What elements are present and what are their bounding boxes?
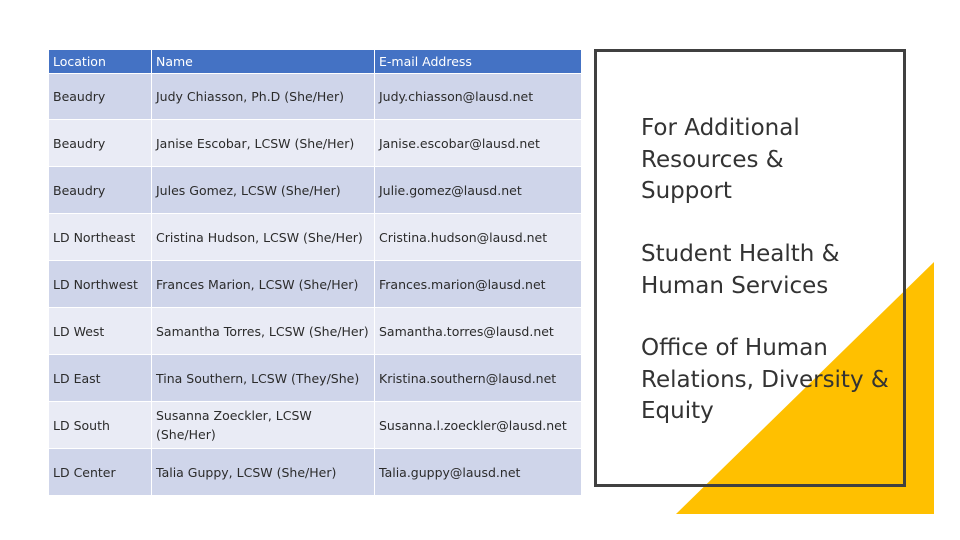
cell-location: LD Center xyxy=(49,449,152,496)
cell-location: Beaudry xyxy=(49,74,152,120)
shhs-label: Student Health & Human Services xyxy=(641,241,840,299)
resources-heading: For Additional Resources & Support xyxy=(641,115,800,204)
cell-name: Jules Gomez, LCSW (She/Her) xyxy=(152,167,375,214)
table-row xyxy=(49,355,582,402)
cell-name: Janise Escobar, LCSW (She/Her) xyxy=(152,120,375,167)
header-location: Location xyxy=(49,50,152,74)
cell-name: Judy Chiasson, Ph.D (She/Her) xyxy=(152,74,375,120)
table-row xyxy=(49,74,582,120)
contacts-table xyxy=(48,49,582,496)
cell-name: Cristina Hudson, LCSW (She/Her) xyxy=(152,214,375,261)
cell-location: LD East xyxy=(49,355,152,402)
cell-location: LD West xyxy=(49,308,152,355)
cell-location: Beaudry xyxy=(49,167,152,214)
cell-name: Talia Guppy, LCSW (She/Her) xyxy=(152,449,375,496)
cell-location: LD Northeast xyxy=(49,214,152,261)
table-row xyxy=(49,167,582,214)
cell-email: Talia.guppy@lausd.net xyxy=(375,449,582,496)
cell-email: Judy.chiasson@lausd.net xyxy=(375,74,582,120)
cell-email: Samantha.torres@lausd.net xyxy=(375,308,582,355)
cell-location: LD Northwest xyxy=(49,261,152,308)
table-row xyxy=(49,402,582,449)
cell-email: Julie.gomez@lausd.net xyxy=(375,167,582,214)
table-row xyxy=(49,261,582,308)
cell-email: Susanna.l.zoeckler@lausd.net xyxy=(375,402,582,449)
table-row xyxy=(49,449,582,496)
table-row xyxy=(49,308,582,355)
cell-email: Frances.marion@lausd.net xyxy=(375,261,582,308)
header-email: E-mail Address xyxy=(375,50,582,74)
table-row xyxy=(49,120,582,167)
cell-location: Beaudry xyxy=(49,120,152,167)
ohrde-label: Office of Human Relations, Diversity & Equity xyxy=(641,335,889,424)
cell-email: Janise.escobar@lausd.net xyxy=(375,120,582,167)
cell-location: LD South xyxy=(49,402,152,449)
cell-email: Cristina.hudson@lausd.net xyxy=(375,214,582,261)
cell-name: Tina Southern, LCSW (They/She) xyxy=(152,355,375,402)
cell-name: Samantha Torres, LCSW (She/Her) xyxy=(152,308,375,355)
cell-name: Frances Marion, LCSW (She/Her) xyxy=(152,261,375,308)
header-name: Name xyxy=(152,50,375,74)
cell-email: Kristina.southern@lausd.net xyxy=(375,355,582,402)
cell-name: Susanna Zoeckler, LCSW (She/Her) xyxy=(152,402,375,449)
table-row xyxy=(49,214,582,261)
table-header-row xyxy=(49,50,582,74)
